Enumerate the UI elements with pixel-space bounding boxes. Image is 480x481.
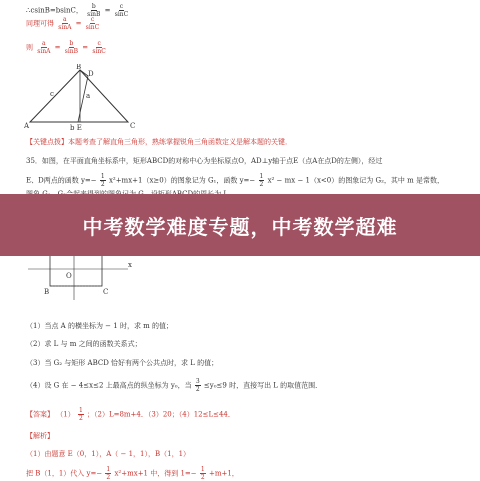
top-equation-line: ∴csinB=bsinC， $\frac{b}{\sin B}$ = $\frac{c}{\sin C}$ <box>26 3 129 18</box>
grid-label-O: O <box>66 272 72 280</box>
title-banner <box>0 194 480 256</box>
label-B: B <box>76 64 82 71</box>
fraction: $\frac{c}{\sin C}$ <box>92 40 106 55</box>
fraction: $\frac{c}{\sin C}$ <box>85 16 100 31</box>
equation-text: ∴csinB=bsinC， <box>26 6 83 15</box>
fraction: $\frac{a}{\sin A}$ <box>58 16 72 31</box>
sub-question-3: （3）当 G₂ 与矩形 ABCD 恰好有两个公共点时，求 L 的值； <box>26 359 219 367</box>
grid-label-B: B <box>44 288 50 296</box>
question-35-line1: 35．如图，在平面直角坐标系中，矩形ABCD的对称中心为坐标原点O，AD⊥y轴于点E（点A在点D的左侧），经过 <box>26 157 383 165</box>
fraction: $\frac{1}{2}$ <box>259 173 264 188</box>
grid-label-x: x <box>128 261 132 269</box>
sub-question-1: （1）当点 A 的横坐标为 − 1 时，求 m 的值； <box>26 322 174 330</box>
fraction: $\frac{1}{2}$ <box>100 173 105 188</box>
solution-line-1: （1）由题意 E（0，1），A（ − 1，1），B（1，1） <box>26 450 191 458</box>
sub-question-4: （4）设 G 在 − 4≤x≤2 上最高点的纵坐标为 y₀，当 $\frac{3}{2}$ ≤y₀≤9 时，直接写出 L 的取值范围． <box>26 378 323 393</box>
solution-line-2: 把 B（1，1）代入 y=− $\frac{1}{2}$ x²+mx+1 中，得到 1=− $\frac{1}{2}$ +m+1， <box>26 466 239 481</box>
fraction: $\frac{b}{\sin B}$ <box>64 40 79 55</box>
sub-question-2: （2）求 L 与 m 之间的函数关系式； <box>26 340 142 348</box>
fraction: $\frac{c}{\sin C}$ <box>114 3 129 18</box>
triangle-figure <box>24 64 144 134</box>
conclusion-line: 则 $\frac{a}{\sin A}$ = $\frac{b}{\sin B}$ = $\frac{c}{\sin C}$ <box>26 40 106 55</box>
grid-label-C: C <box>103 288 109 296</box>
label-C: C <box>130 122 136 130</box>
same-reason-line: 同理可得 $\frac{a}{\sin A}$ = $\frac{c}{\sin C}$ <box>26 16 100 31</box>
label-bE: b E <box>70 124 82 132</box>
analysis-label: 【解析】 <box>26 432 54 440</box>
label-c: c <box>50 90 54 98</box>
fraction: $\frac{1}{2}$ <box>78 407 83 422</box>
question-35-line2: E、D两点的函数 y=− $\frac{1}{2}$ x²+mx+1（x≥0）的图象记为 G₁，函数 y=− $\frac{1}{2}$ x² − mx − 1（x<0）的图象记为 G₂，其中 m 是常数， <box>26 173 444 188</box>
fraction: $\frac{1}{2}$ <box>106 466 111 481</box>
answer-label: 【答案】 <box>26 410 54 419</box>
key-point-comment: 【关键点拨】本题考查了解直角三角形，熟练掌握锐角三角函数定义是解本题的关键． <box>26 138 292 146</box>
label-D: D <box>88 70 94 78</box>
fraction: $\frac{a}{\sin A}$ <box>37 40 51 55</box>
fraction: $\frac{b}{\sin B}$ <box>87 3 101 18</box>
answer-line: 【答案】 （1） $\frac{1}{2}$ ；（2）L=8m+4．（3）20；（4）12≤L≤44． <box>26 407 235 422</box>
fraction: $\frac{3}{2}$ <box>195 378 200 393</box>
label-a: a <box>86 92 91 100</box>
label-A: A <box>24 122 30 130</box>
conclusion-text: 则 <box>26 43 33 52</box>
banner-title: 中考数学难度专题，中考数学超难 <box>82 214 398 239</box>
fraction: $\frac{1}{2}$ <box>200 466 205 481</box>
same-reason-text: 同理可得 <box>26 19 54 28</box>
